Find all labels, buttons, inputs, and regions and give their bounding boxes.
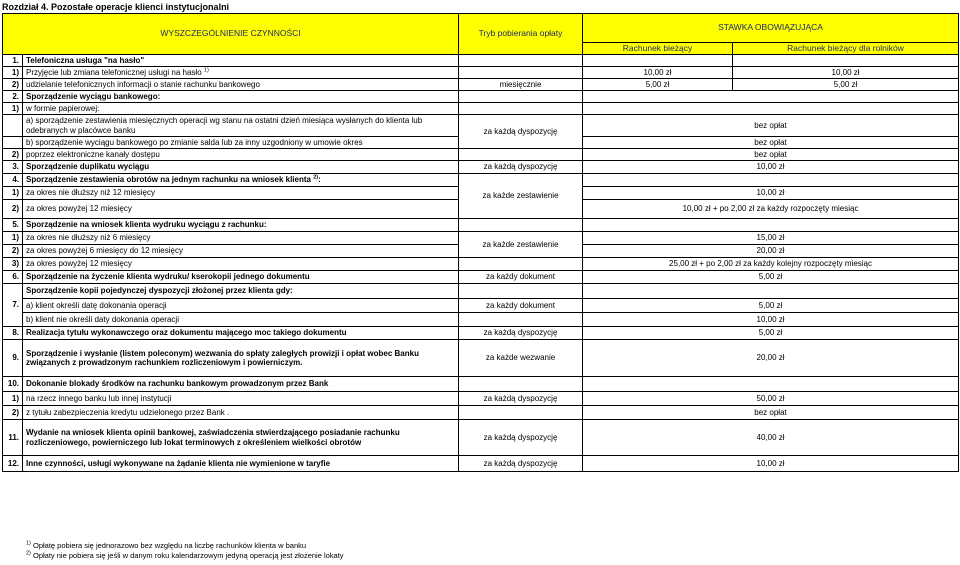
row-number: 6. xyxy=(3,271,23,284)
chapter-title: Rozdział 4. Pozostałe operacje klienci instytucjonalni xyxy=(2,2,230,12)
fee-current: 5,00 zł xyxy=(583,79,733,91)
row-description: w formie papierowej: xyxy=(23,103,459,115)
row-number: 1) xyxy=(3,103,23,115)
row-description: Telefoniczna usługa "na hasło" xyxy=(23,55,459,67)
fee-mode: za każdą dyspozycję xyxy=(459,161,583,174)
row-number: 1) xyxy=(3,187,23,200)
footnote-1: $^{1)}$ Opłatę pobiera się jednorazowo bez względu na liczbę rachunków klienta w banku xyxy=(26,540,307,550)
fee-farmers: 10,00 zł xyxy=(733,67,959,79)
row-description: na rzecz innego banku lub innej instytucji xyxy=(23,392,459,406)
row-number: 8. xyxy=(3,327,23,340)
row-number: 2. xyxy=(3,91,23,103)
footnote-ref: 2) xyxy=(313,174,319,181)
row-number: 3) xyxy=(3,258,23,271)
table-row xyxy=(3,258,959,271)
fee-value: 10,00 zł + po 2,00 zł za każdy rozpoczęty miesiąc xyxy=(583,200,959,219)
row-number: 1) xyxy=(3,232,23,245)
fee-value: 10,00 zł xyxy=(583,313,959,327)
fee-value: bez opłat xyxy=(583,137,959,149)
row-description: Inne czynności, usługi wykonywane na żądanie klienta nie wymienione w taryfie xyxy=(23,456,459,472)
row-number: 2) xyxy=(3,245,23,258)
row-description: za okres powyżej 12 miesięcy xyxy=(23,258,459,271)
table-row xyxy=(3,219,959,232)
row-description: za okres powyżej 6 miesięcy do 12 miesięcy xyxy=(23,245,459,258)
table-row xyxy=(3,161,959,174)
row-description: Przyjęcie lub zmiana telefonicznej usługi na hasło $^{1)}$ xyxy=(23,67,459,79)
fee-mode: za każdą dyspozycję xyxy=(459,327,583,340)
fee-mode: miesięcznie xyxy=(459,79,583,91)
table-row xyxy=(3,55,959,67)
table-row xyxy=(3,313,959,327)
row-number: 2) xyxy=(3,200,23,219)
row-number: 12. xyxy=(3,456,23,472)
row-number: 2) xyxy=(3,406,23,420)
row-description: udzielanie telefonicznych informacji o stanie rachunku bankowego xyxy=(23,79,459,91)
row-description: Dokonanie blokady środków na rachunku bankowym prowadzonym przez Bank xyxy=(23,377,459,392)
row-number: 1. xyxy=(3,55,23,67)
col-current: Rachunek bieżący xyxy=(583,43,733,55)
table-row xyxy=(3,392,959,406)
row-number: 2) xyxy=(3,149,23,161)
row-description: Sporządzenie wyciągu bankowego: xyxy=(23,91,459,103)
row-number: 7. xyxy=(3,284,23,327)
row-description: a) sporządzenie zestawienia miesięcznych operacji wg stanu na ostatni dzień miesiąca wysłanych do klienta lub odebranych w placówce banku xyxy=(23,115,459,137)
table-row xyxy=(3,327,959,340)
fee-mode: za każdy dokument xyxy=(459,271,583,284)
fee-value: 15,00 zł xyxy=(583,232,959,245)
table-row xyxy=(3,103,959,115)
row-number: 11. xyxy=(3,420,23,456)
fee-farmers: 5,00 zł xyxy=(733,79,959,91)
row-number: 5. xyxy=(3,219,23,232)
fee-value: 5,00 zł xyxy=(583,271,959,284)
fee-mode: za każdą dyspozycję xyxy=(459,456,583,472)
fee-value: 10,00 zł xyxy=(583,456,959,472)
col-description: WYSZCZEGÓLNIENIE CZYNNOŚCI xyxy=(3,14,459,55)
row-number: 3. xyxy=(3,161,23,174)
table-row xyxy=(3,299,959,313)
row-description: poprzez elektroniczne kanały dostępu xyxy=(23,149,459,161)
col-rate: STAWKA OBOWIĄZUJĄCA xyxy=(583,14,959,43)
table-row xyxy=(3,115,959,137)
row-description: Wydanie na wniosek klienta opinii bankowej, zaświadczenia stwierdzającego posiadanie rachunku rozliczeniowego, powierniczego lub lokat terminowych z określeniem wielkości obrotów xyxy=(23,420,459,456)
row-description: Sporządzenie na życzenie klienta wydruku/ kserokopii jednego dokumentu xyxy=(23,271,459,284)
fee-mode: za każdą dyspozycję xyxy=(459,115,583,149)
row-description: za okres powyżej 12 miesięcy xyxy=(23,200,459,219)
row-number: 1) xyxy=(3,392,23,406)
row-description: Sporządzenie na wniosek klienta wydruku wyciągu z rachunku: xyxy=(23,219,459,232)
fee-current: 10,00 zł xyxy=(583,67,733,79)
table-row xyxy=(3,174,959,187)
fee-table xyxy=(2,13,959,472)
row-number: 4. xyxy=(3,174,23,187)
fee-value: 5,00 zł xyxy=(583,327,959,340)
table-row xyxy=(3,284,959,299)
row-number: 9. xyxy=(3,340,23,377)
fee-mode: za każde wezwanie xyxy=(459,340,583,377)
row-description: b) sporządzenie wyciągu bankowego po zmianie salda lub za inny uzgodniony w umowie okres xyxy=(23,137,459,149)
row-number: 2) xyxy=(3,79,23,91)
row-description: Sporządzenie zestawienia obrotów na jednym rachunku na wniosek klienta $^{2)}$: xyxy=(23,174,459,187)
fee-value: 40,00 zł xyxy=(583,420,959,456)
table-header xyxy=(3,14,959,43)
table-row xyxy=(3,232,959,245)
row-description: za okres nie dłuższy niż 12 miesięcy xyxy=(23,187,459,200)
fee-value: bez opłat xyxy=(583,406,959,420)
row-description: z tytułu zabezpieczenia kredytu udzielonego przez Bank . xyxy=(23,406,459,420)
row-number: 10. xyxy=(3,377,23,392)
fee-value: bez opłat xyxy=(583,115,959,137)
footnote-2: $^{2)}$ Opłaty nie pobiera się jeśli w danym roku kalendarzowym jedyną operacją jest złożenie lokaty xyxy=(26,550,344,560)
table-row xyxy=(3,406,959,420)
fee-value: 10,00 zł xyxy=(583,161,959,174)
fee-value: 50,00 zł xyxy=(583,392,959,406)
row-description: a) klient określi datę dokonania operacji xyxy=(23,299,459,313)
fee-mode: za każdy dokument xyxy=(459,299,583,313)
fee-mode: za każde zestawienie xyxy=(459,174,583,219)
row-description: za okres nie dłuższy niż 6 miesięcy xyxy=(23,232,459,245)
footnote-ref: 1) xyxy=(203,67,209,74)
row-description: b) klient nie określi daty dokonania operacji xyxy=(23,313,459,327)
footnotes xyxy=(26,541,344,561)
col-mode: Tryb pobierania opłaty xyxy=(459,14,583,55)
fee-value: 20,00 zł xyxy=(583,340,959,377)
row-description: Sporządzenie duplikatu wyciągu xyxy=(23,161,459,174)
fee-value: 20,00 zł xyxy=(583,245,959,258)
col-farmers: Rachunek bieżący dla rolników xyxy=(733,43,959,55)
table-row xyxy=(3,91,959,103)
fee-mode: za każdą dyspozycję xyxy=(459,392,583,406)
table-row xyxy=(3,79,959,91)
row-number: 1) xyxy=(3,67,23,79)
fee-value: 10,00 zł xyxy=(583,187,959,200)
table-row xyxy=(3,420,959,456)
fee-mode: za każdą dyspozycję xyxy=(459,420,583,456)
table-row xyxy=(3,377,959,392)
row-description: Sporządzenie i wysłanie (listem poleconym) wezwania do spłaty zaległych prowizji i opłat wobec Banku związanych z prowadzonym rachunkiem rozliczeniowym i powierniczym. xyxy=(23,340,459,377)
fee-mode: za każde zestawienie xyxy=(459,232,583,258)
row-description: Sporządzenie kopii pojedynczej dyspozycji złożonej przez klienta gdy: xyxy=(23,284,459,299)
fee-value: 25,00 zł + po 2,00 zł za każdy kolejny rozpoczęty miesiąc xyxy=(583,258,959,271)
table-row xyxy=(3,456,959,472)
table-row xyxy=(3,67,959,79)
table-row xyxy=(3,271,959,284)
table-row xyxy=(3,149,959,161)
fee-value: 5,00 zł xyxy=(583,299,959,313)
fee-value: bez opłat xyxy=(583,149,959,161)
row-description: Realizacja tytułu wykonawczego oraz dokumentu mającego moc takiego dokumentu xyxy=(23,327,459,340)
table-row xyxy=(3,340,959,377)
